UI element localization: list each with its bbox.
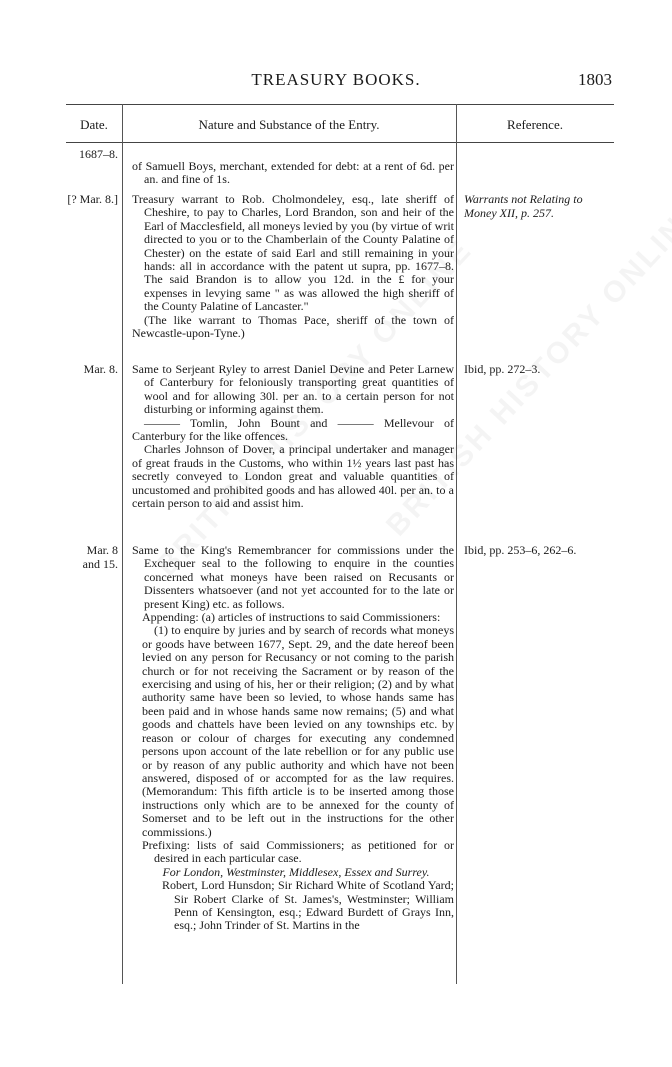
entry-paragraph: Same to Serjeant Ryley to arrest Daniel Devine and Peter Larnew of Canterbury for feloniously transporting great quantities of wool and for allowing 30l. per an. to a certain person for not disturbing or informing against them.	[132, 362, 454, 417]
reference-text: Ibid, pp. 253–6, 262–6.	[464, 543, 577, 557]
reference-text: Ibid, pp. 272–3.	[464, 362, 541, 376]
running-title: TREASURY BOOKS.	[251, 70, 421, 89]
entry-date-line: Mar. 8	[86, 543, 118, 557]
entry-paragraph: Prefixing: lists of said Commissioners; as petitioned for or desired in each particular case.	[142, 837, 454, 866]
entry-date: [? Mar. 8.]	[67, 192, 118, 206]
entry-text	[132, 544, 454, 933]
column-head-reference: Reference.	[507, 117, 563, 132]
entry-reference	[464, 544, 616, 558]
reference-text: Warrants not Relating to Money XII, p. 257.	[464, 192, 583, 220]
entry-paragraph: of Samuell Boys, merchant, extended for debt: at a rent of 6d. per an. and fine of 1s.	[132, 159, 454, 187]
column-head-date: Date.	[80, 117, 108, 132]
page-number: 1803	[578, 70, 612, 89]
entry-date: Mar. 8.	[83, 362, 118, 376]
column-rule	[456, 104, 457, 984]
entry-reference	[464, 193, 616, 220]
entry-paragraph: (1) to enquire by juries and by search of records what moneys or goods have between 1677, Sept. 29, and the date hereof been levied on any person for Recusancy or not coming to the parish church or for not receiving the Sacrament or by reason of the exercising and using of his, her or their religion; (2) and by what authority same have been so levied, to whose hands same has been paid and in whose hands same now remains; (5) and what goods and chattels have been levied on any townships etc. by reason or colour of charges for executing any condemned persons upon account of the late rebellion or for any public use or by reason of any public authority and which have not been answered, disposed of or accompted for as the law requires. (Memorandum: This fifth article is to be inserted among those instructions only which are to be annexed for the county of Somerset and to be left out in the instructions for the other commissions.)	[142, 623, 454, 839]
entry-date	[66, 544, 118, 571]
entry-date-line: and 15.	[82, 556, 118, 571]
entry-paragraph: Robert, Lord Hunsdon; Sir Richard White of Scotland Yard; Sir Robert Clarke of St. James's, Westminster; William Penn of Kensington, esq.; Edward Burdett of Grays Inn, esq.; John Trinder of St. Martins in the	[162, 878, 454, 933]
entry-paragraph: (The like warrant to Thomas Pace, sheriff of the town of Newcastle-upon-Tyne.)	[132, 312, 454, 341]
column-rule	[122, 104, 123, 984]
header-rule-top	[66, 104, 614, 105]
entry-text	[132, 160, 454, 187]
entry-date: 1687–8.	[79, 147, 118, 161]
entry-text	[132, 193, 454, 340]
entry-paragraph: Same to the King's Remembrancer for commissions under the Exchequer seal to the following to enquire in the counties concerned what moneys have been raised on Recusants or Dissenters whatsoever (and not yet accounted for to the late or present King) etc. as follows.	[132, 543, 454, 611]
entry-paragraph: Appending: (a) articles of instructions to said Commissioners:	[142, 610, 441, 625]
entry-text	[132, 363, 454, 510]
entry-paragraph: For London, Westminster, Middlesex, Essex and Surrey.	[162, 864, 430, 879]
entry-paragraph: Charles Johnson of Dover, a principal undertaker and manager of great frauds in the Customs, who within 1½ years last past has secretly conveyed to London great and valuable quantities of uncustomed and prohibited goods and has allowed 40l. per an. to a certain person to aid and assist him.	[132, 442, 454, 511]
entry-paragraph: ——— Tomlin, John Bount and ——— Mellevour of Canterbury for the like offences.	[132, 415, 454, 444]
entry-paragraph: Treasury warrant to Rob. Cholmondeley, esq., late sheriff of Cheshire, to pay to Charles, Lord Brandon, son and heir of the Earl of Macclesfield, all moneys levied by you (by virtue of writ directed to you or to the Chamberlain of the County Palatine of Chester) on the estate of said Earl and still remaining in your hands: all in accordance with the patent ut supra, pp. 1677–8. The said Brandon is to allow you 12d. in the £ for your expenses in levying same " as was allowed the high sheriff of the County Palatine of Lancaster."	[132, 192, 454, 314]
entry-reference	[464, 363, 616, 377]
column-head-nature: Nature and Substance of the Entry.	[198, 117, 380, 132]
header-rule-bottom	[66, 142, 614, 143]
